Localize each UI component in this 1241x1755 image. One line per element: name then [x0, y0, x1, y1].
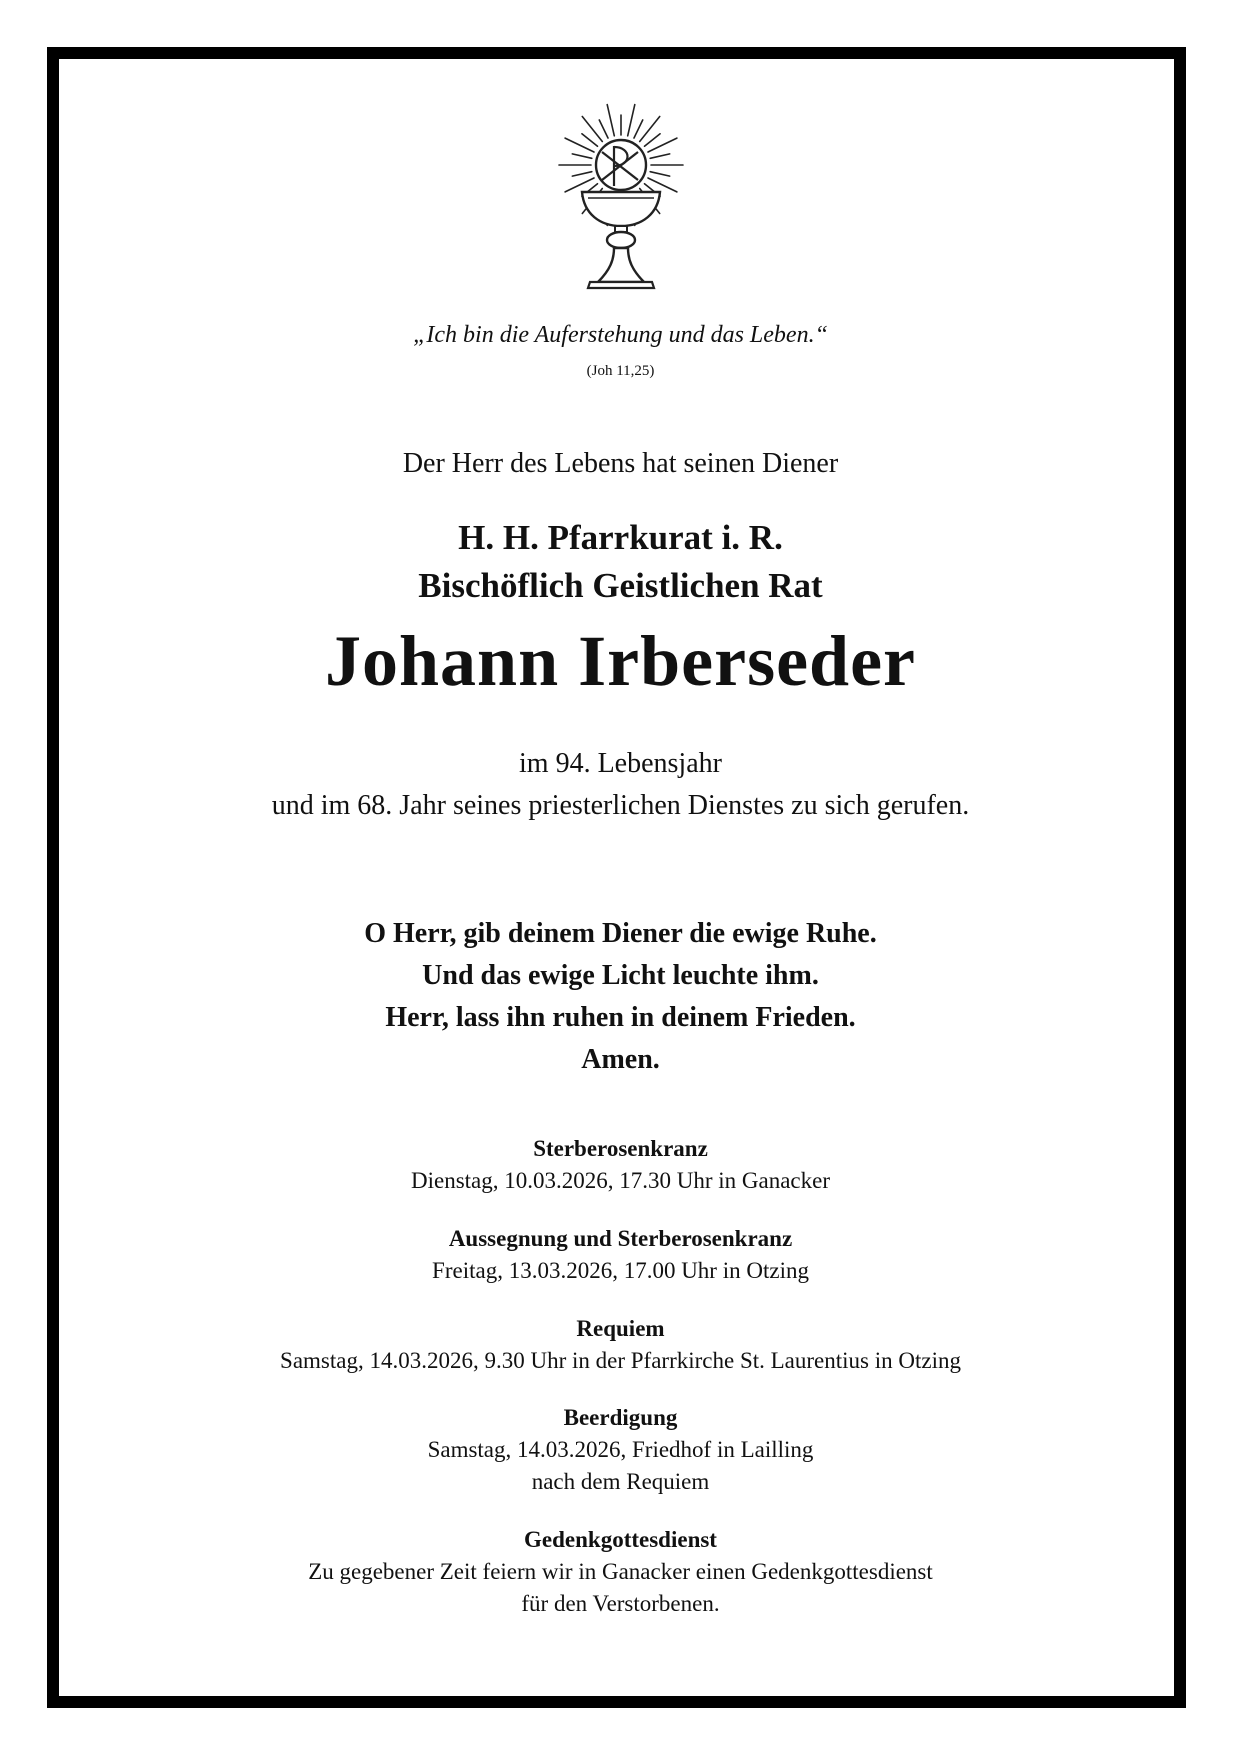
chalice-with-chi-rho-and-rays-icon	[536, 100, 706, 300]
emblem-ray	[628, 105, 635, 136]
event-title: Gedenkgottesdienst	[524, 1527, 717, 1552]
service-years-line: und im 68. Jahr seines priesterlichen Dienstes zu sich gerufen.	[271, 790, 970, 821]
prayer-amen: Amen.	[581, 1044, 660, 1075]
deceased-name: Johann Irberseder	[325, 621, 916, 701]
event-detail: nach dem Requiem	[531, 1469, 710, 1494]
emblem-ray	[582, 134, 598, 147]
honorary-title: Bischöflich Geistlichen Rat	[418, 566, 823, 605]
emblem-ray	[634, 120, 643, 138]
prayer-line: O Herr, gib deinem Diener die ewige Ruhe.	[364, 918, 877, 949]
emblem-ray	[645, 134, 661, 147]
event-detail: Dienstag, 10.03.2026, 17.30 Uhr in Ganacker	[410, 1168, 831, 1193]
emblem-ray	[650, 154, 670, 158]
bible-quote: „Ich bin die Auferstehung und das Leben.“	[413, 322, 828, 348]
event-title: Requiem	[576, 1316, 665, 1341]
age-line: im 94. Lebensjahr	[519, 748, 722, 779]
event-title: Sterberosenkranz	[533, 1136, 708, 1161]
emblem-ray	[572, 172, 592, 176]
event-detail: Samstag, 14.03.2026, Friedhof in Lailling	[427, 1437, 814, 1462]
prayer-line: Herr, lass ihn ruhen in deinem Frieden.	[385, 1002, 856, 1033]
event-title: Beerdigung	[563, 1405, 678, 1430]
prayer-line: Und das ewige Licht leuchte ihm.	[422, 960, 819, 991]
event-title: Aussegnung und Sterberosenkranz	[448, 1226, 793, 1251]
emblem-ray	[650, 172, 670, 176]
event-detail: Freitag, 13.03.2026, 17.00 Uhr in Otzing	[432, 1258, 809, 1283]
bible-quote-reference: (Joh 11,25)	[586, 363, 655, 379]
event-detail: Zu gegebener Zeit feiern wir in Ganacker einen Gedenkgottesdienst	[308, 1559, 933, 1584]
event-detail: Samstag, 14.03.2026, 9.30 Uhr in der Pfarrkirche St. Laurentius in Otzing	[280, 1348, 961, 1373]
emblem-ray	[572, 154, 592, 158]
emblem-ray	[607, 105, 614, 136]
emblem-ray	[599, 120, 608, 138]
event-detail: für den Verstorbenen.	[521, 1591, 720, 1616]
clerical-title: H. H. Pfarrkurat i. R.	[458, 518, 783, 557]
announcement-intro: Der Herr des Lebens hat seinen Diener	[402, 448, 839, 479]
